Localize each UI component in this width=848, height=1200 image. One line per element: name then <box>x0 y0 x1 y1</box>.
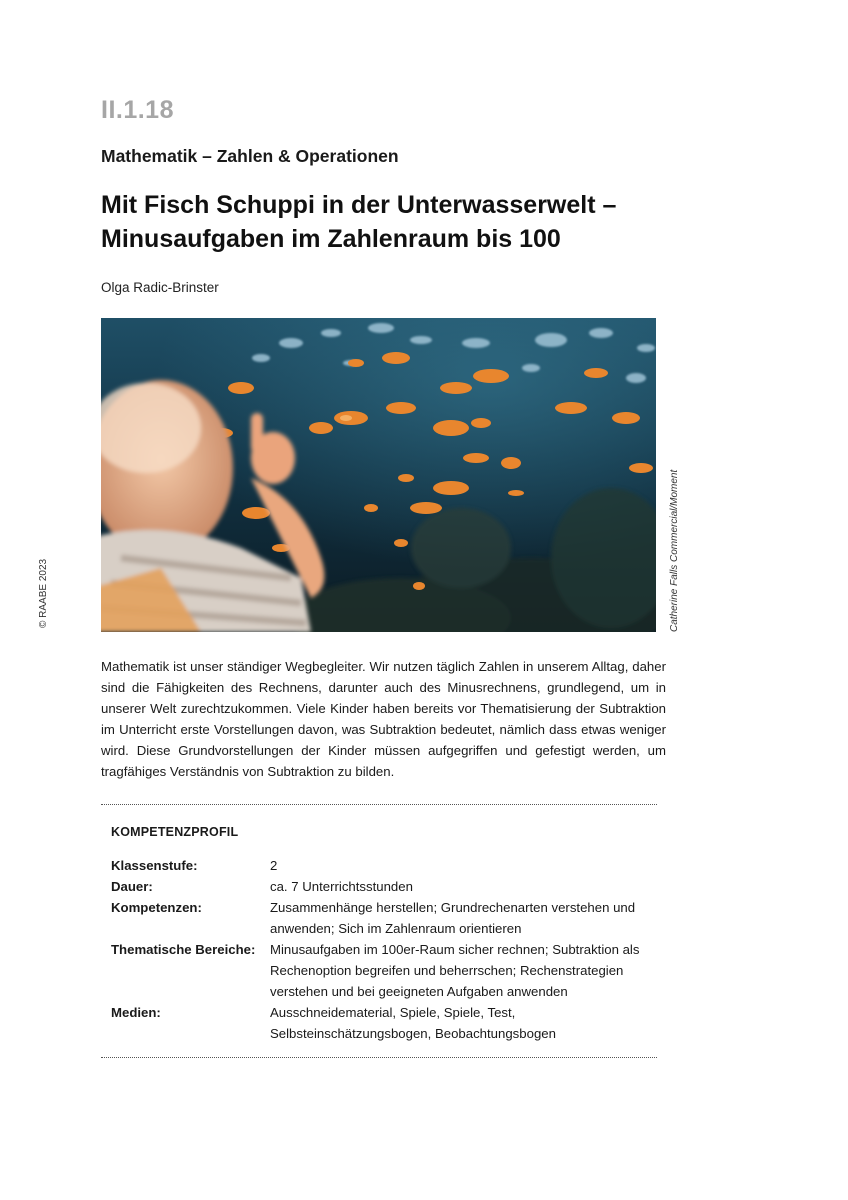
copyright-note: © RAABE 2023 <box>38 558 49 628</box>
profile-value: Minusaufgaben im 100er-Raum sicher rechnen; Subtraktion als Rechenoption begreifen und beherrschen; Rechenstrategien verstehen und bei geeigneten Aufgaben anwenden <box>270 942 640 999</box>
profile-row-grade <box>111 855 651 876</box>
aquarium-photo <box>101 318 656 632</box>
profile-label: Medien: <box>111 1005 161 1020</box>
subject-heading: Mathematik – Zahlen & Operationen <box>101 146 399 166</box>
profile-value: Ausschneidematerial, Spiele, Spiele, Test, Selbsteinschätzungsbogen, Beobachtungsbogen <box>270 1005 556 1041</box>
profile-divider-bottom <box>101 1057 657 1058</box>
profile-label: Thematische Bereiche: <box>111 942 256 957</box>
page-title <box>101 188 701 256</box>
title-line-2: Minusaufgaben im Zahlenraum bis 100 <box>101 225 561 253</box>
competence-profile-heading: KOMPETENZPROFIL <box>111 825 239 839</box>
profile-row-media <box>111 1002 651 1044</box>
document-code: II.1.18 <box>101 96 174 124</box>
title-line-1: Mit Fisch Schuppi in der Unterwasserwelt – <box>101 191 617 219</box>
profile-value: Zusammenhänge herstellen; Grundrechenarten verstehen und anwenden; Sich im Zahlenraum orientieren <box>270 900 636 936</box>
profile-label: Dauer: <box>111 879 153 894</box>
profile-label: Kompetenzen: <box>111 900 202 915</box>
author-name: Olga Radic-Brinster <box>101 280 219 295</box>
photo-credit: Catherine Falls Commercial/Moment <box>669 469 680 632</box>
intro-paragraph: Mathematik ist unser ständiger Wegbegleiter. Wir nutzen täglich Zahlen in unserem Alltag, daher sind die Fähigkeiten des Rechnens, darunter auch des Minusrechnens, grundlegend, um in unserer Welt zurechtzukommen. Viele Kinder haben bereits vor Thematisierung der Subtraktion im Unterricht erste Vorstellungen davon, was Subtraktion bedeutet, nämlich dass etwas weniger wird. Diese Grundvorstellungen der Kinder müssen aufgegriffen und gefestigt werden, um tragfähiges Verständnis von Subtraktion zu bilden. <box>101 659 666 779</box>
profile-label: Klassenstufe: <box>111 858 198 873</box>
profile-row-duration <box>111 876 651 897</box>
profile-row-competences <box>111 897 651 939</box>
profile-row-topics <box>111 939 651 1002</box>
profile-divider-top <box>101 804 657 805</box>
profile-value: ca. 7 Unterrichtsstunden <box>270 879 413 894</box>
profile-value: 2 <box>270 858 278 873</box>
competence-profile-table <box>111 855 651 1044</box>
